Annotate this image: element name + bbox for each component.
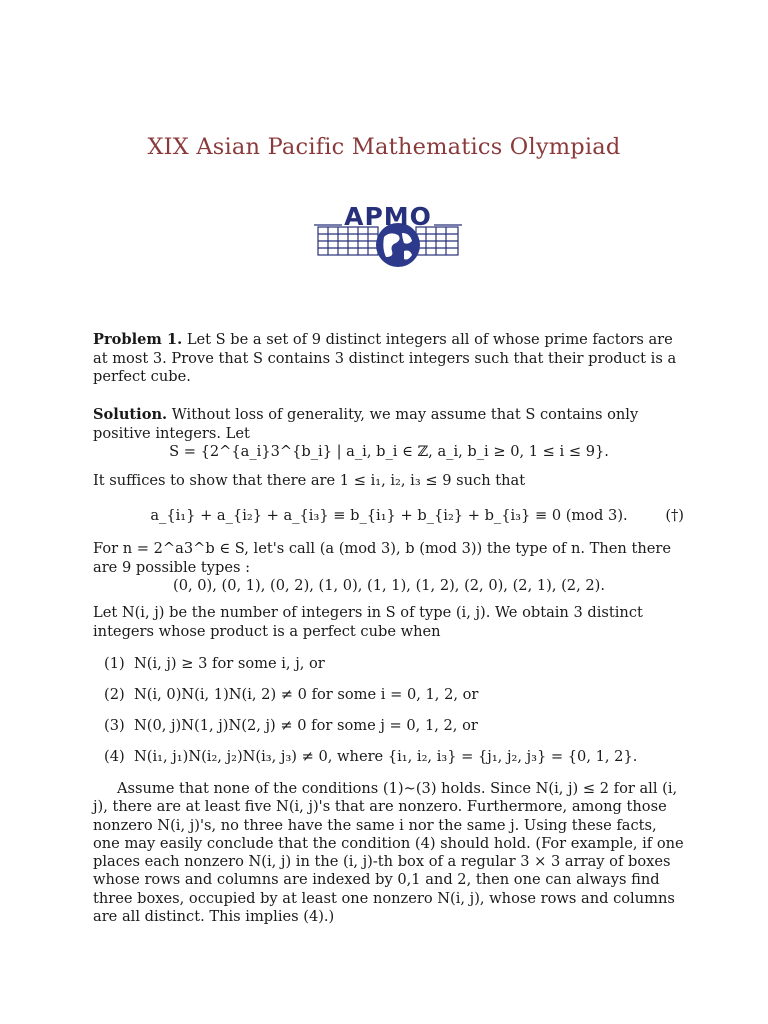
condition-number: (3) bbox=[104, 717, 125, 734]
set-definition: S = {2^{a_i}3^{b_i} | a_i, b_i ∈ ℤ, a_i, b_i ≥ 0, 1 ≤ i ≤ 9}. bbox=[169, 443, 609, 460]
solution-intro-text: Without loss of generality, we may assume that S contains only positive integers. Let bbox=[93, 406, 639, 442]
condition-item bbox=[104, 686, 684, 704]
condition-item bbox=[104, 655, 684, 673]
apmo-logo bbox=[312, 203, 464, 269]
problem-label: Problem 1. bbox=[93, 331, 183, 348]
document-title: XIX Asian Pacific Mathematics Olympiad bbox=[147, 134, 621, 160]
apmo-logo-text: APMO bbox=[344, 202, 432, 231]
solution-label: Solution. bbox=[93, 406, 168, 423]
condition-number: (1) bbox=[104, 655, 125, 672]
conclusion-paragraph: Assume that none of the conditions (1)∼(3) holds. Since N(i, j) ≤ 2 for all (i, j), there are at least five N(i, j)'s that are nonzero. Furthermore, among those nonzero N(i, j)'s, no three have the same i nor the same j. Using these facts, one may easily conclude that the condition (4) should hold. (For example, if one places each nonzero N(i, j) in the (i, j)-th box of a regular 3 × 3 array of boxes whose rows and columns are indexed by 0,1 and 2, then one can always find three boxes, occupied by at least one nonzero N(i, j), whose rows and columns are all distinct. This implies (4).) bbox=[93, 780, 684, 926]
problem-statement bbox=[93, 331, 685, 387]
condition-number: (2) bbox=[104, 686, 125, 703]
condition-item bbox=[104, 748, 684, 766]
condition-text: N(i, 0)N(i, 1)N(i, 2) ≠ 0 for some i = 0, 1, 2, or bbox=[134, 686, 479, 703]
condition-number: (4) bbox=[104, 748, 125, 765]
problem-text: Let S be a set of 9 distinct integers all of whose prime factors are at most 3. Prove that S contains 3 distinct integers such that their product is a perfect cube. bbox=[93, 331, 677, 385]
congruence-tag: (†) bbox=[665, 507, 684, 524]
count-definition: Let N(i, j) be the number of integers in S of type (i, j). We obtain 3 distinct integers whose product is a perfect cube when bbox=[93, 604, 643, 640]
condition-text: N(0, j)N(1, j)N(2, j) ≠ 0 for some j = 0, 1, 2, or bbox=[134, 717, 478, 734]
types-list: (0, 0), (0, 1), (0, 2), (1, 0), (1, 1), (1, 2), (2, 0), (2, 1), (2, 2). bbox=[173, 577, 605, 594]
congruence-equation: a_{i₁} + a_{i₂} + a_{i₃} ≡ b_{i₁} + b_{i₂} + b_{i₃} ≡ 0 (mod 3). bbox=[150, 507, 628, 524]
solution-intro bbox=[93, 406, 685, 443]
condition-text: N(i, j) ≥ 3 for some i, j, or bbox=[134, 655, 325, 672]
suffices-line: It suffices to show that there are 1 ≤ i₁, i₂, i₃ ≤ 9 such that bbox=[93, 472, 526, 489]
condition-item bbox=[104, 717, 684, 735]
type-definition: For n = 2^a3^b ∈ S, let's call (a (mod 3), b (mod 3)) the type of n. Then there are 9 possible types : bbox=[93, 540, 671, 576]
condition-text: N(i₁, j₁)N(i₂, j₂)N(i₃, j₃) ≠ 0, where {i₁, i₂, i₃} = {j₁, j₂, j₃} = {0, 1, 2}. bbox=[134, 748, 638, 765]
